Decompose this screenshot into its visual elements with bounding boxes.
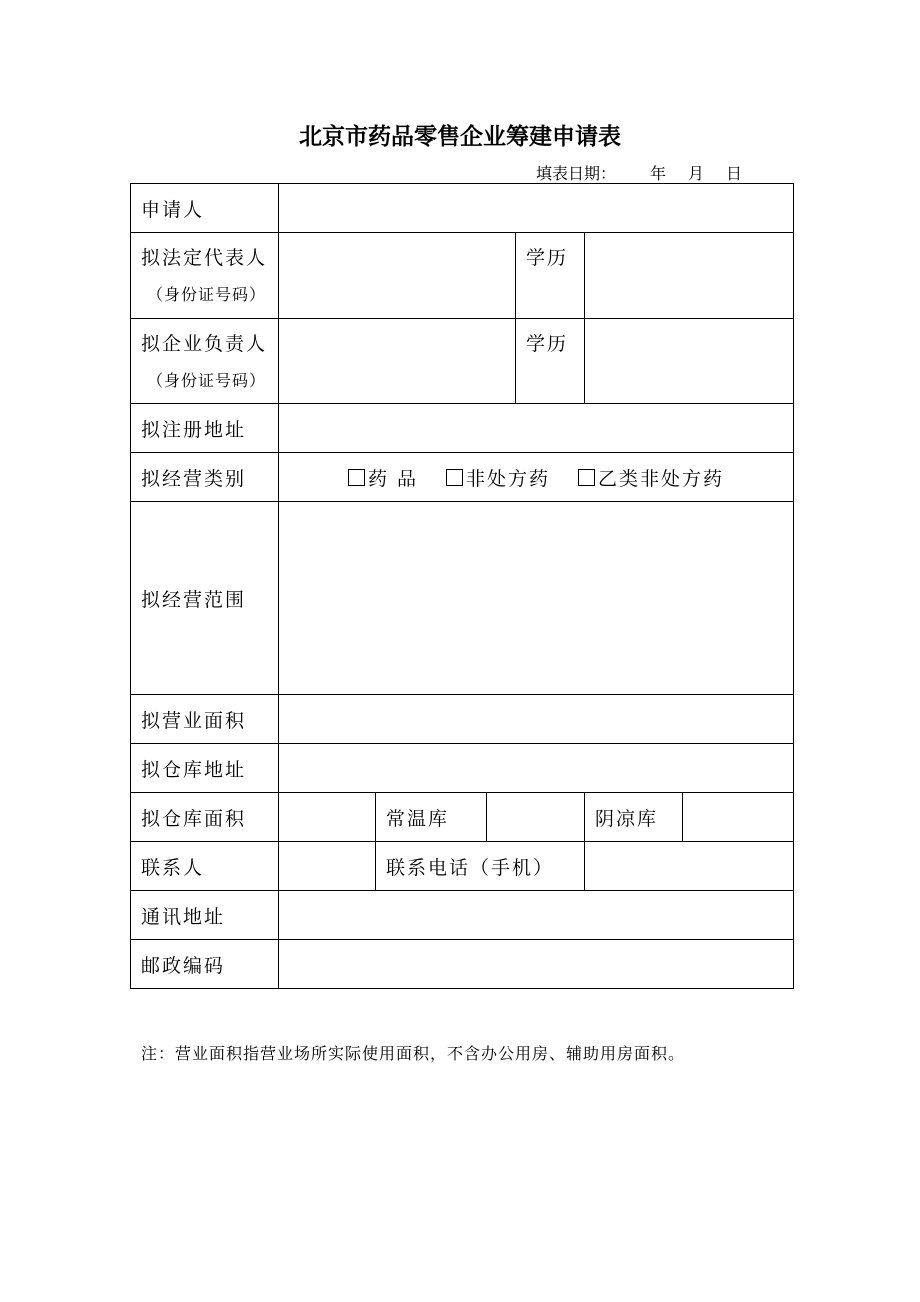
normal-storage-label: 常温库 [376, 793, 487, 842]
legal-rep-education-field[interactable] [585, 233, 794, 319]
applicant-field[interactable] [279, 184, 794, 233]
warehouse-area-label: 拟仓库面积 [131, 793, 279, 842]
legal-rep-education-label: 学历 [516, 233, 585, 319]
page-title: 北京市药品零售企业筹建申请表 [299, 124, 621, 150]
business-category-options [279, 453, 794, 502]
business-scope-label: 拟经营范围 [131, 502, 279, 695]
row-applicant [131, 184, 794, 233]
legal-rep-field[interactable] [279, 233, 516, 319]
row-manager [131, 319, 794, 404]
fill-date-label: 填表日期： [536, 164, 617, 183]
business-area-field[interactable] [279, 695, 794, 744]
cool-storage-label: 阴凉库 [585, 793, 683, 842]
postal-code-field[interactable] [279, 940, 794, 989]
row-business-area [131, 695, 794, 744]
application-form-table [130, 183, 794, 989]
row-legal-rep [131, 233, 794, 319]
mail-address-field[interactable] [279, 891, 794, 940]
business-category-label: 拟经营类别 [131, 453, 279, 502]
legal-rep-label-cell [131, 233, 279, 319]
cool-storage-field[interactable] [683, 793, 794, 842]
applicant-label: 申请人 [131, 184, 279, 233]
contact-person-field[interactable] [279, 842, 376, 891]
warehouse-address-field[interactable] [279, 744, 794, 793]
category-option-drugs[interactable]: 药 品 [348, 464, 418, 491]
fill-date-year: 年 [650, 164, 667, 183]
legal-rep-label: 拟法定代表人 [141, 247, 268, 269]
fill-date-month: 月 [688, 164, 705, 183]
legal-rep-id-label: （身份证号码） [147, 285, 267, 304]
checkbox-icon[interactable] [446, 469, 463, 486]
manager-field[interactable] [279, 319, 516, 404]
row-postal-code [131, 940, 794, 989]
row-warehouse-address [131, 744, 794, 793]
fill-date-day: 日 [726, 164, 743, 183]
reg-address-label: 拟注册地址 [131, 404, 279, 453]
checkbox-icon[interactable] [578, 469, 595, 486]
business-area-label: 拟营业面积 [131, 695, 279, 744]
row-reg-address [131, 404, 794, 453]
postal-code-label: 邮政编码 [131, 940, 279, 989]
footnote: 注：营业面积指营业场所实际使用面积，不含办公用房、辅助用房面积。 [141, 1044, 686, 1063]
reg-address-field[interactable] [279, 404, 794, 453]
checkbox-icon[interactable] [348, 469, 365, 486]
row-business-category [131, 453, 794, 502]
warehouse-area-field[interactable] [279, 793, 376, 842]
row-mail-address [131, 891, 794, 940]
manager-education-field[interactable] [585, 319, 794, 404]
normal-storage-field[interactable] [487, 793, 585, 842]
manager-label: 拟企业负责人 [141, 333, 268, 355]
row-business-scope [131, 502, 794, 695]
contact-phone-label: 联系电话（手机） [376, 842, 585, 891]
row-contact [131, 842, 794, 891]
row-warehouse-area [131, 793, 794, 842]
contact-person-label: 联系人 [131, 842, 279, 891]
mail-address-label: 通讯地址 [131, 891, 279, 940]
business-scope-field[interactable] [279, 502, 794, 695]
category-option-class-b-otc[interactable]: 乙类非处方药 [578, 464, 724, 491]
manager-education-label: 学历 [516, 319, 585, 404]
warehouse-address-label: 拟仓库地址 [131, 744, 279, 793]
manager-id-label: （身份证号码） [147, 371, 267, 390]
manager-label-cell [131, 319, 279, 404]
category-option-otc[interactable]: 非处方药 [446, 464, 550, 491]
contact-phone-field[interactable] [585, 842, 794, 891]
fill-date [536, 161, 742, 184]
